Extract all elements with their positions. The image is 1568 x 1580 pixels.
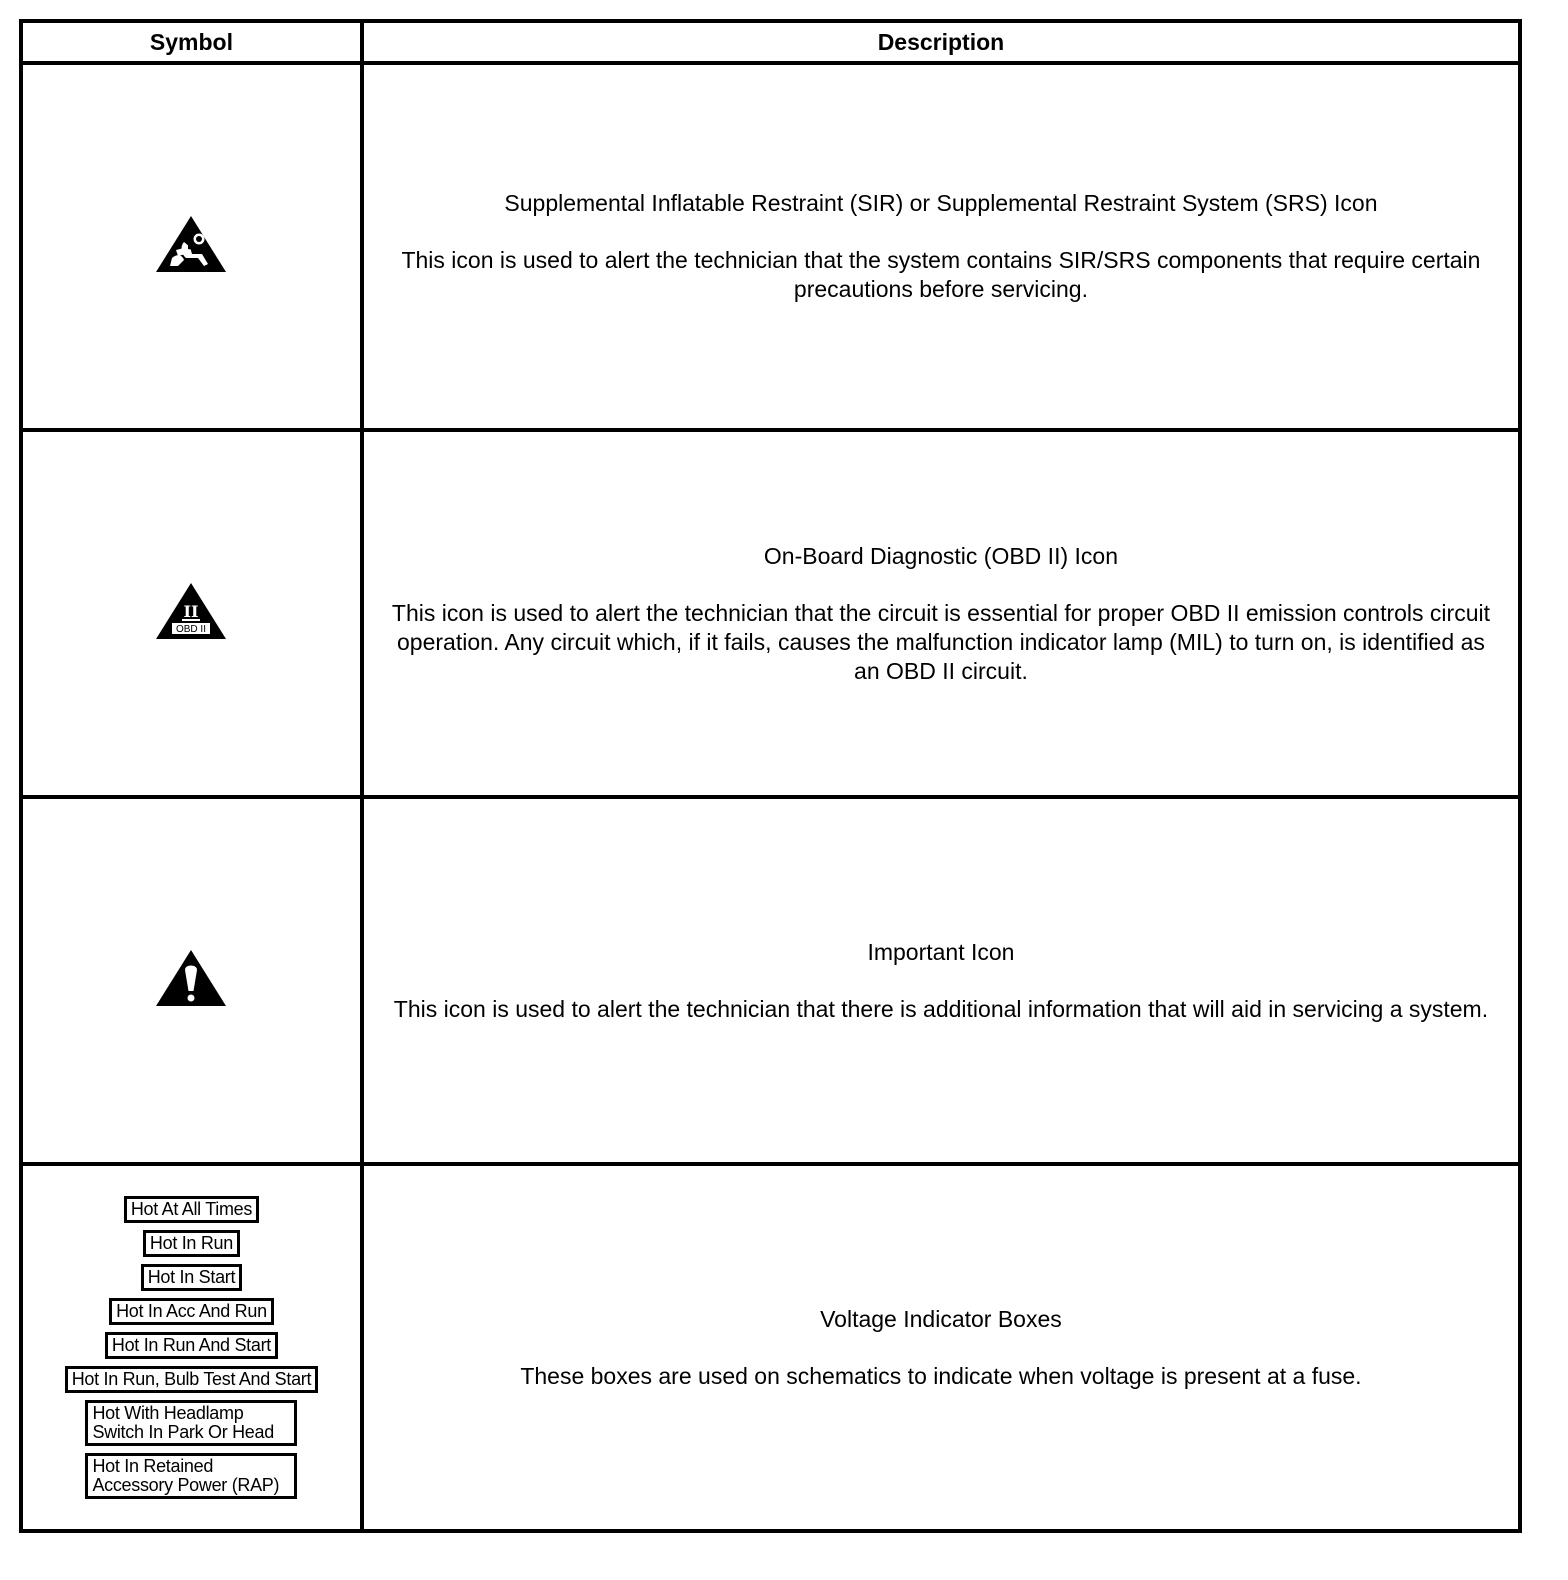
table-header-row	[21, 21, 1520, 63]
table-row	[21, 797, 1520, 1164]
voltage-box: Hot At All Times	[124, 1196, 259, 1223]
symbol-cell	[21, 1164, 362, 1531]
important-warning-icon	[154, 948, 228, 1008]
symbol-cell	[21, 797, 362, 1164]
table-row	[21, 63, 1520, 430]
header-description: Description	[362, 21, 1520, 63]
obd-icon-label-bottom: OBD II	[176, 624, 207, 635]
description-cell	[362, 63, 1520, 430]
voltage-box-list	[23, 1196, 360, 1499]
voltage-box	[85, 1453, 297, 1499]
voltage-box: Hot In Start	[141, 1264, 242, 1291]
description-cell	[362, 797, 1520, 1164]
obd-icon-label-top: II	[183, 602, 199, 621]
description-text: This icon is used to alert the technician that there is additional information that will aid in servicing a system.	[393, 995, 1489, 1022]
symbol-cell	[21, 63, 362, 430]
table-row	[21, 1164, 1520, 1531]
voltage-box: Hot In Acc And Run	[109, 1298, 274, 1325]
description-title: Voltage Indicator Boxes	[820, 1305, 1062, 1332]
description-cell	[362, 430, 1520, 797]
description-text: This icon is used to alert the technician that the circuit is essential for proper OBD II emission controls circuit operation. Any circuit which, if it fails, causes the malfunction indicator lamp (MIL) to turn on, is identified as an OBD II circuit.	[391, 599, 1490, 684]
symbol-cell	[21, 430, 362, 797]
description-title: Supplemental Inflatable Restraint (SIR) or Supplemental Restraint System (SRS) Icon	[504, 190, 1378, 216]
voltage-box: Hot In Run	[143, 1230, 240, 1257]
sir-srs-airbag-icon	[154, 214, 228, 274]
voltage-box: Hot In Run And Start	[105, 1332, 278, 1359]
voltage-box	[85, 1400, 297, 1446]
description-title: On-Board Diagnostic (OBD II) Icon	[763, 542, 1118, 569]
description-title: Important Icon	[867, 938, 1015, 965]
symbol-table	[19, 19, 1522, 1533]
obd-ii-icon	[154, 581, 228, 641]
description-cell	[362, 1164, 1520, 1531]
voltage-box-line: Hot In Retained	[92, 1456, 214, 1476]
description-text: This icon is used to alert the technician that the system contains SIR/SRS components that require certain precautions before servicing.	[401, 247, 1481, 302]
header-symbol: Symbol	[21, 21, 362, 63]
voltage-box-line: Accessory Power (RAP)	[92, 1475, 280, 1495]
voltage-box-line: Switch In Park Or Head	[92, 1422, 274, 1442]
description-text: These boxes are used on schematics to indicate when voltage is present at a fuse.	[520, 1362, 1362, 1389]
table-row	[21, 430, 1520, 797]
voltage-box-line: Hot With Headlamp	[92, 1403, 244, 1423]
voltage-box: Hot In Run, Bulb Test And Start	[65, 1366, 319, 1393]
